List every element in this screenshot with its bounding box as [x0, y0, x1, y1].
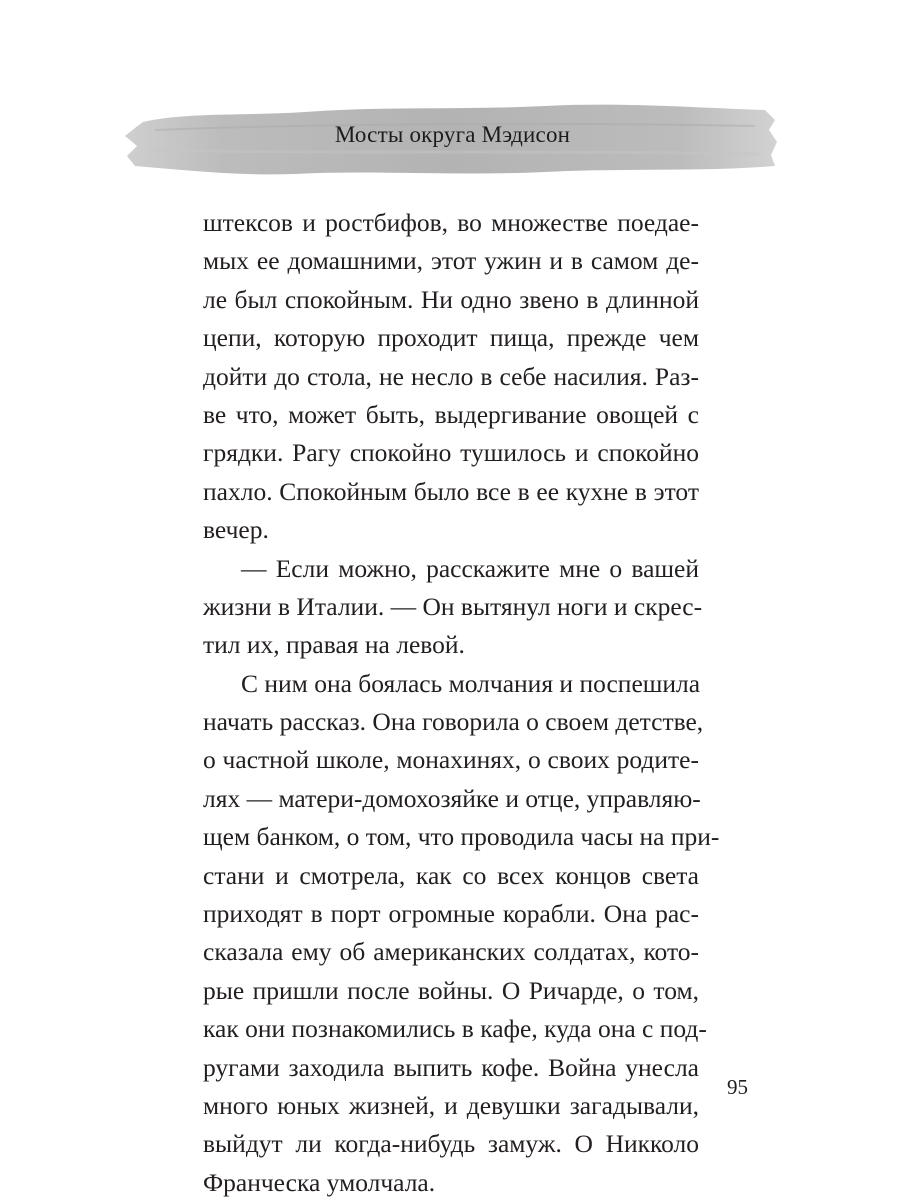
text-line: ве что, может быть, выдергивание овощей с — [203, 399, 699, 429]
running-head-title: Мосты округа Мэдисон — [334, 122, 571, 147]
text-line: цепи, которую проходит пища, прежде чем — [203, 323, 699, 353]
text-line: выйдут ли когда-нибудь замуж. О Никколо — [203, 1129, 699, 1159]
text-line: как они познакомились в кафе, куда она с под- — [203, 1014, 707, 1044]
text-line: о частной школе, монахинях, о своих родите- — [203, 745, 699, 775]
text-line: рые пришли после войны. О Ричарде, о том, — [203, 975, 699, 1005]
text-line: лях — матери-домохозяйке и отце, управляю- — [203, 783, 701, 813]
text-line: стани и смотрела, как со всех концов света — [203, 860, 699, 890]
text-line: грядки. Рагу спокойно тушилось и спокойно — [203, 438, 699, 468]
text-line: — Если можно, расскажите мне о вашей — [241, 553, 699, 583]
text-line: дойти до стола, не несло в себе насилия. Раз- — [203, 361, 699, 391]
text-line: сказала ему об американских солдатах, кото- — [203, 937, 699, 967]
page-number: 95 — [727, 1075, 748, 1099]
text-line: начать рассказ. Она говорила о своем детстве, — [203, 707, 704, 737]
text-line: С ним она боялась молчания и поспешила — [241, 668, 701, 698]
text-line: штексов и ростбифов, во множестве поедае- — [203, 208, 699, 237]
text-line: Франческа умолчала. — [203, 1167, 436, 1197]
text-line: мых ее домашними, этот ужин и в самом де- — [203, 246, 699, 276]
text-line: пахло. Спокойным было все в ее кухне в этот — [203, 476, 699, 506]
text-line: приходят в порт огромные корабли. Она рас- — [203, 899, 699, 929]
text-line: щем банком, о том, что проводила часы на при- — [203, 822, 720, 852]
body-text — [203, 204, 720, 1202]
text-line: ле был спокойным. Ни одно звено в длинной — [203, 284, 699, 314]
text-line: ругами заходила выпить кофе. Война унесла — [203, 1052, 699, 1082]
text-line: жизни в Италии. — Он вытянул ноги и скрес- — [203, 591, 703, 621]
text-line: тил их, правая на левой. — [203, 630, 465, 660]
text-line: вечер. — [203, 515, 269, 545]
text-line: много юных жизней, и девушки загадывали, — [203, 1090, 699, 1120]
